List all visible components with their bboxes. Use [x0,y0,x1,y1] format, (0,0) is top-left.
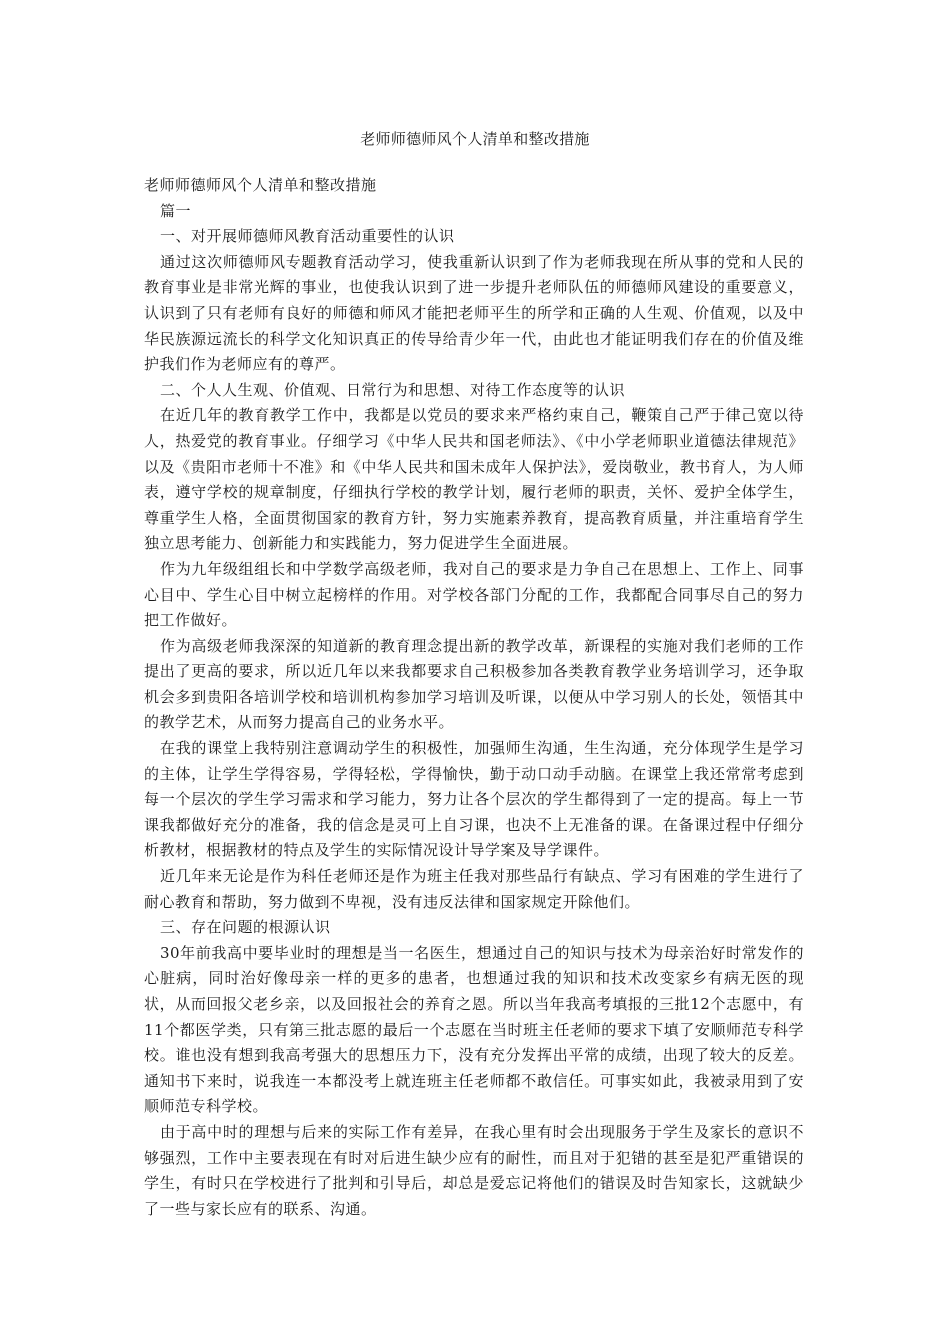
section-label: 篇一 [160,201,192,220]
paragraph-4: 作为高级老师我深深的知道新的教育理念提出新的教学改革，新课程的实施对我们老师的工作提出了更高的要求，所以近几年以来我都要求自己积极参加各类教育教学业务培训学习，还争取机会多到贵阳各培训学校和培训机构参加学习培训及听课，以便从中学习别人的长处，领悟其中的教学艺术，从而努力提高自己的业务水平。 [144,636,804,732]
document-subtitle: 老师师德师风个人清单和整改措施 [144,176,377,194]
section-heading-3: 三、存在问题的根源认识 [160,918,331,937]
page-title: 老师师德师风个人清单和整改措施 [360,130,590,148]
paragraph-2: 在近几年的教育教学工作中，我都是以党员的要求来严格约束自己，鞭策自己严于律己宽以待人，热爱党的教育事业。仔细学习《中华人民共和国老师法》、《中小学老师职业道德法律规范》以及《贵阳市老师十不准》和《中华人民共和国未成年人保护法》，爱岗敬业，教书育人，为人师表，遵守学校的规章制度，仔细执行学校的教学计划，履行老师的职责，关怀、爱护全体学生，尊重学生人格，全面贯彻国家的教育方针，努力实施素养教育，提高教育质量，并注重培育学生独立思考能力、创新能力和实践能力，努力促进学生全面进展。 [144,406,804,553]
document-body [144,173,804,1222]
section-heading-1: 一、对开展师德师风教育活动重要性的认识 [160,227,455,246]
paragraph-5: 在我的课堂上我特别注意调动学生的积极性，加强师生沟通，生生沟通，充分体现学生是学习的主体，让学生学得容易，学得轻松，学得愉快，勤于动口动手动脑。在课堂上我还常常考虑到每一个层次的学生学习需求和学习能力，努力让各个层次的学生都得到了一定的提高。每上一节课我都做好充分的准备，我的信念是灵可上自习课，也决不上无准备的课。在备课过程中仔细分析教材，根据教材的特点及学生的实际情况设计导学案及导学课件。 [144,739,804,860]
paragraph-1: 通过这次师德师风专题教育活动学习，使我重新认识到了作为老师我现在所从事的党和人民的教育事业是非常光辉的事业，也使我认识到了进一步提升老师队伍的师德师风建设的重要意义，认识到了只有老师有良好的师德和师风才能把老师平生的所学和正确的人生观、价值观，以及中华民族源远流长的科学文化知识真正的传导给青少年一代，由此也才能证明我们存在的价值及维护我们作为老师应有的尊严。 [144,252,804,374]
paragraph-6: 近几年来无论是作为科任老师还是作为班主任我对那些品行有缺点、学习有困难的学生进行了耐心教育和帮助，努力做到不卑视，没有违反法律和国家规定开除他们。 [144,867,804,911]
paragraph-8: 由于高中时的理想与后来的实际工作有差异，在我心里有时会出现服务于学生及家长的意识不够强烈，工作中主要表现在有时对后进生缺少应有的耐性，而且对于犯错的甚至是犯严重错误的学生，有时只在学校进行了批判和引导后，却总是爱忘记将他们的错误及时告知家长，这就缺少了一些与家长应有的联系、沟通。 [144,1122,804,1218]
paragraph-3: 作为九年级组组长和中学数学高级老师，我对自己的要求是力争自己在思想上、工作上、同事心目中、学生心目中树立起榜样的作用。对学校各部门分配的工作，我都配合同事尽自己的努力把工作做好。 [144,559,804,630]
section-heading-2: 二、个人人生观、价值观、日常行为和思想、对待工作态度等的认识 [160,380,626,399]
paragraph-7: 30年前我高中要毕业时的理想是当一名医生，想通过自己的知识与技术为母亲治好时常发作的心脏病，同时治好像母亲一样的更多的患者，也想通过我的知识和技术改变家乡有病无医的现状，从而回报父老乡亲，以及回报社会的养育之恩。所以当年我高考填报的三批12个志愿中，有11个都医学类，只有第三批志愿的最后一个志愿在当时班主任老师的要求下填了安顺师范专科学校。谁也没有想到我高考强大的思想压力下，没有充分发挥出平常的成绩，出现了较大的反差。通知书下来时，说我连一本都没考上就连班主任老师都不敢信任。可事实如此，我被录用到了安顺师范专科学校。 [144,943,804,1116]
